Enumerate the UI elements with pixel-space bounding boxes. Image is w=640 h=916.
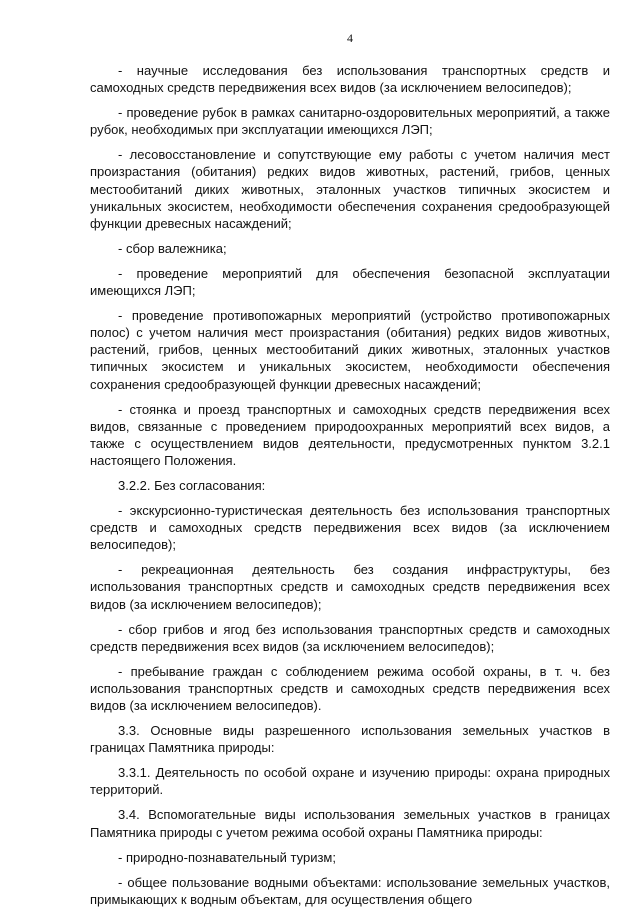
section-3-3-1: 3.3.1. Деятельность по особой охране и изучению природы: охрана природных территорий. (90, 765, 610, 798)
bullet-sanitary-felling: - проведение рубок в рамках санитарно-оздоровительных мероприятий, а также рубок, необходимых при эксплуатации имеющихся ЛЭП; (90, 105, 610, 138)
bullet-deadwood-collection: - сбор валежника; (118, 240, 227, 256)
bullet-citizen-presence: - пребывание граждан с соблюдением режима особой охраны, в т. ч. без использования транспортных средств и самоходных средств передвижения всех видов (за исключением велосипедов). (90, 663, 610, 713)
bullet-recreation: - рекреационная деятельность без создания инфраструктуры, без использования транспортных средств и самоходных средств передвижения всех видов (за исключением велосипедов); (90, 562, 610, 612)
bullet-power-line-safety: - проведение мероприятий для обеспечения безопасной эксплуатации имеющихся ЛЭП; (90, 265, 610, 299)
bullet-nature-tourism: - природно-познавательный туризм; (118, 849, 336, 865)
section-3-4: 3.4. Вспомогательные виды использования земельных участков в границах Памятника природы с учетом режима особой охраны Памятника природы: (90, 807, 610, 840)
bullet-scientific-research: - научные исследования без использования транспортных средств и самоходных средств передвижения всех видов (за исключением велосипедов); (90, 63, 610, 96)
section-3-3: 3.3. Основные виды разрешенного использования земельных участков в границах Памятника природы: (90, 723, 610, 756)
document-body (90, 62, 610, 916)
section-heading-3-2-2: 3.2.2. Без согласования: (118, 477, 266, 493)
bullet-fire-prevention: - проведение противопожарных мероприятий (устройство противопожарных полос) с учетом наличия мест произрастания (обитания) редких видов животных, растений, грибов, ценных местообитаний диких животных, эталонных участков типичных экосистем и уникальных экосистем, необходимости обеспечения сохранения средообразующей функции древесных насаждений; (90, 308, 610, 392)
page-number: 4 (347, 31, 353, 45)
bullet-water-use: - общее пользование водными объектами: использование земельных участков, примыкающих к водным объектам, для осуществления общего (90, 874, 610, 907)
bullet-excursion-tourism: - экскурсионно-туристическая деятельность без использования транспортных средств и самоходных средств передвижения всех видов (за исключением велосипедов); (90, 503, 610, 553)
bullet-mushroom-berry-picking: - сбор грибов и ягод без использования транспортных средств и самоходных средств передвижения всех видов (за исключением велосипедов); (90, 621, 610, 654)
bullet-vehicle-parking: - стоянка и проезд транспортных и самоходных средств передвижения всех видов, связанные с проведением природоохранных мероприятий всех видов, а также с осуществлением видов деятельности, предусмотренных пунктом 3.2.1 настоящего Положения. (90, 401, 610, 468)
bullet-reforestation: - лесовосстановление и сопутствующие ему работы с учетом наличия мест произрастания (обитания) редких видов животных, растений, грибов, ценных местообитаний диких животных, эталонных участков типичных экосистем и уникальных экосистем, необходимости обеспечения сохранения средообразующей функции древесных насаждений; (90, 147, 610, 231)
